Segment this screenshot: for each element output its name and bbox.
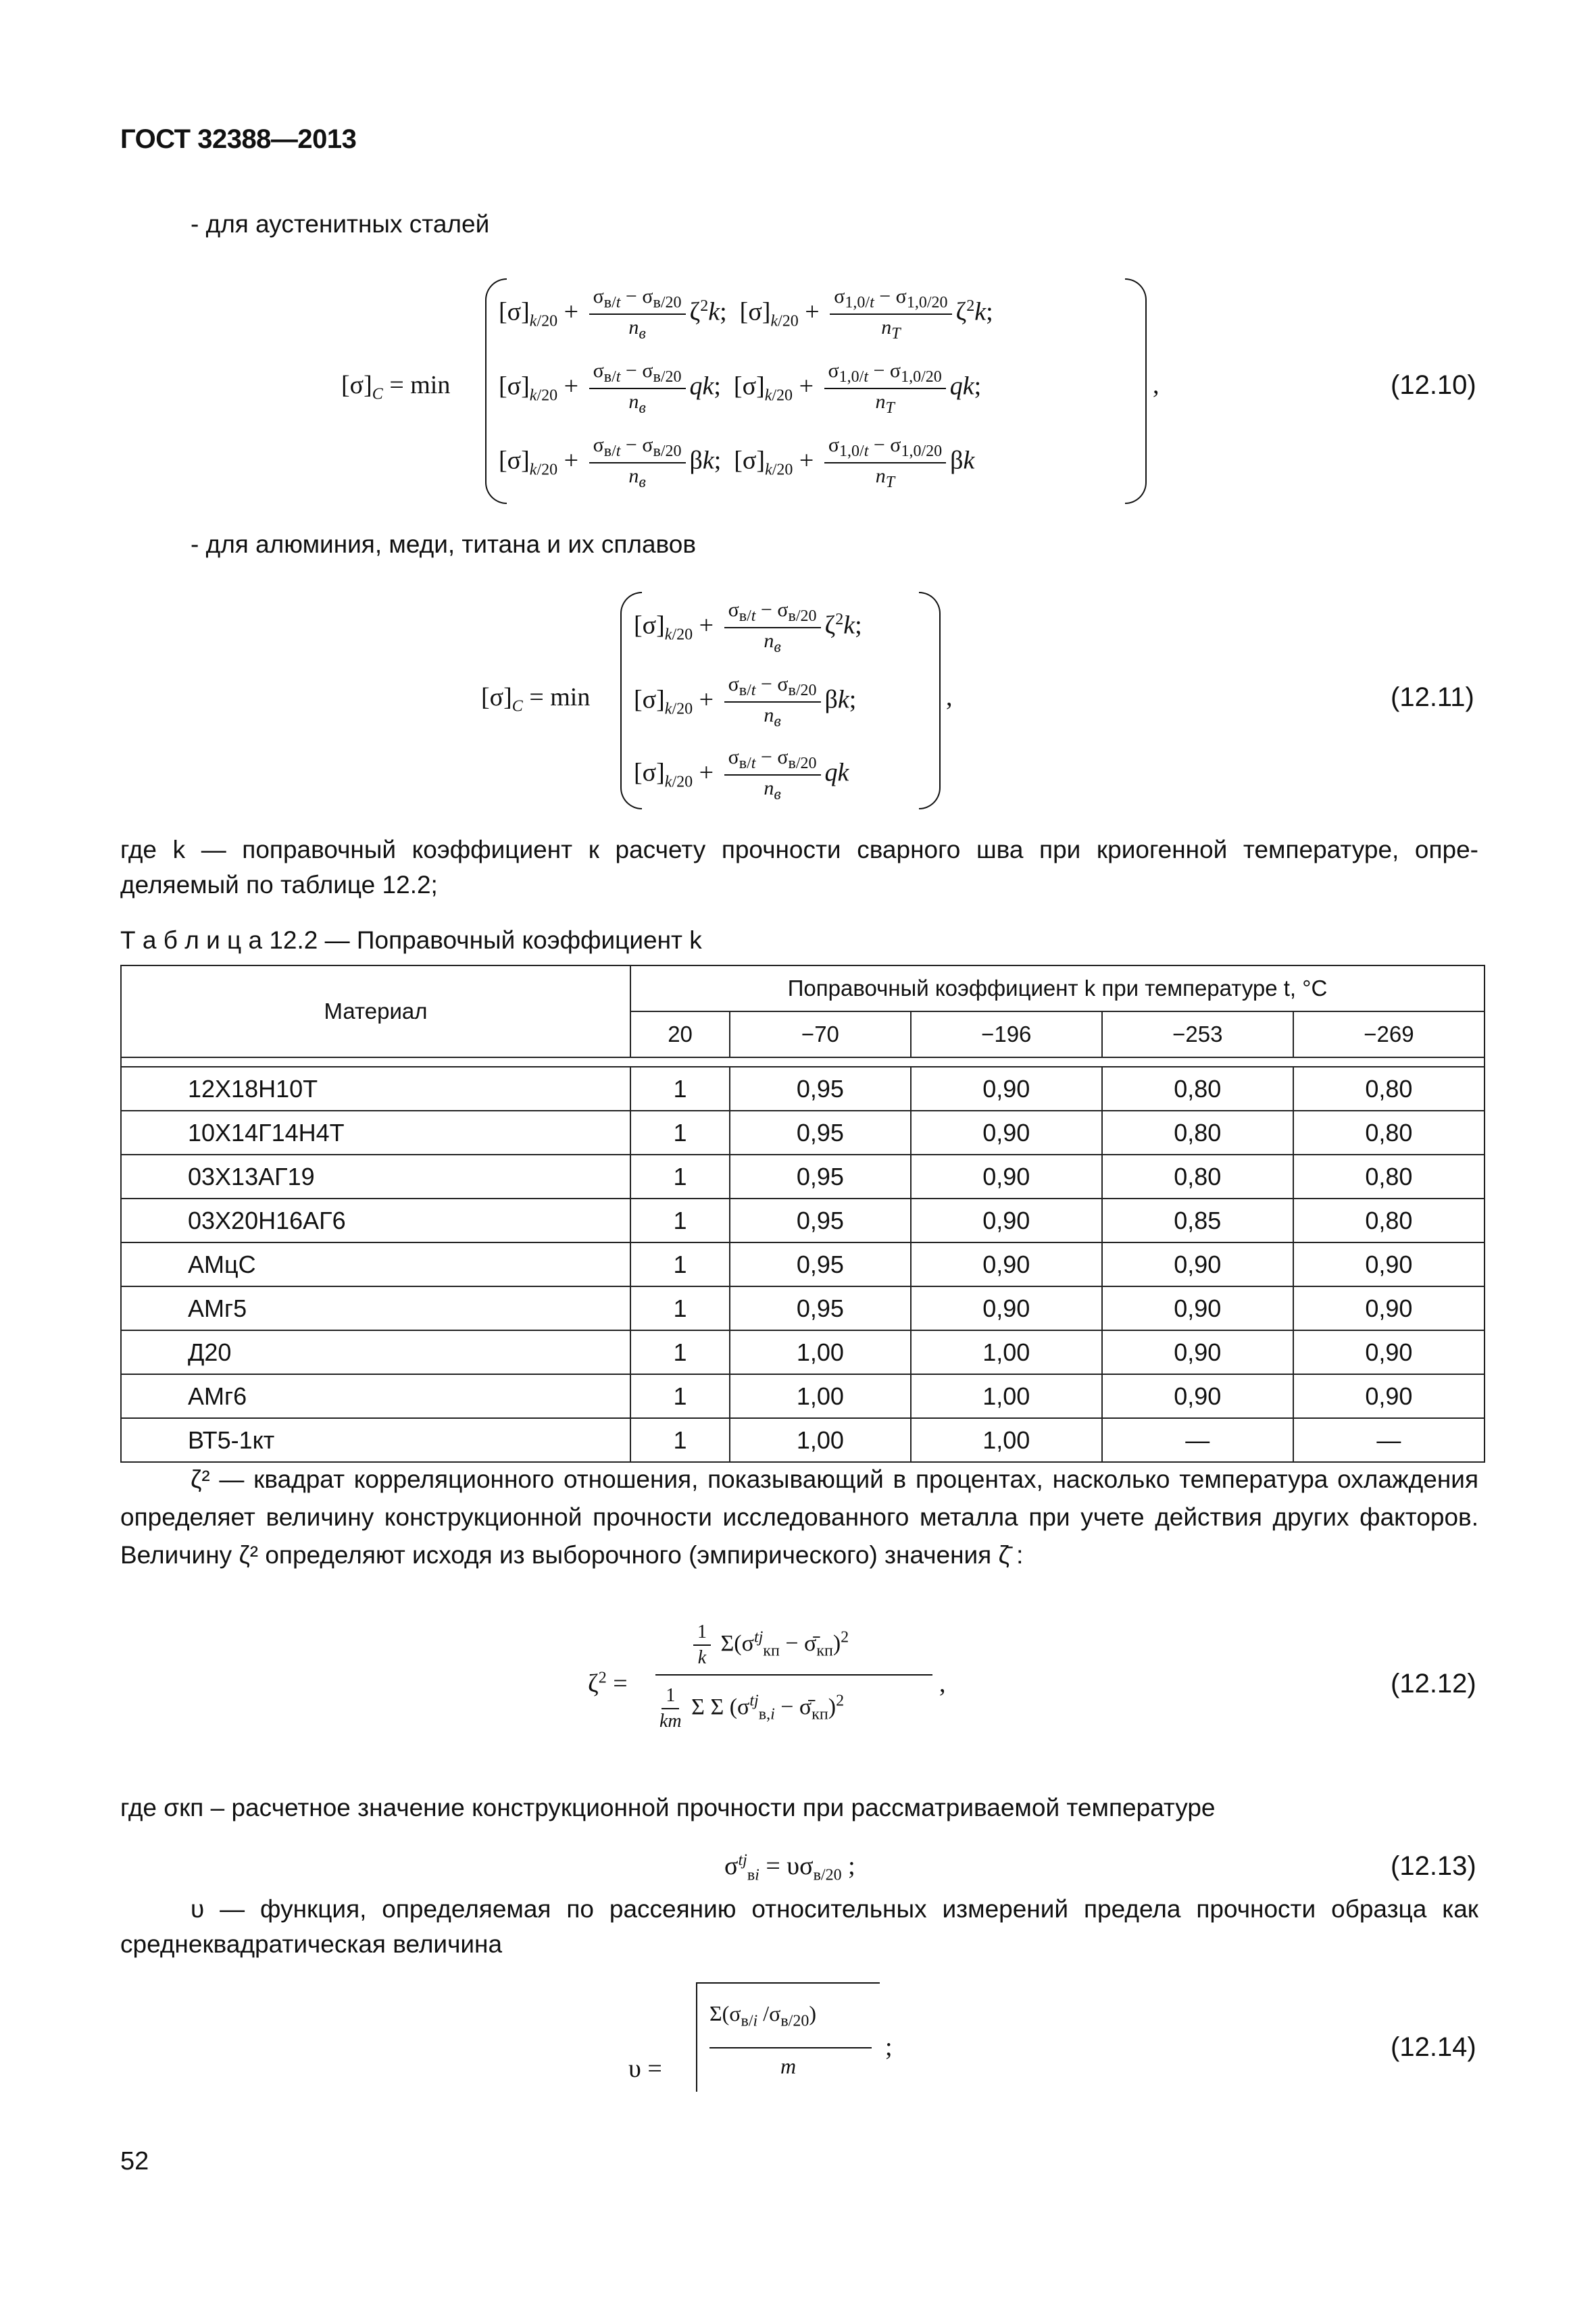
coefficient-cell: 1,00 <box>911 1418 1102 1462</box>
material-cell: 10Х14Г14Н4Т <box>121 1111 630 1155</box>
coefficient-cell: 0,80 <box>1293 1067 1485 1111</box>
table-row <box>121 1286 1485 1330</box>
upsilon-definition: υ — функция, определяемая по рассеянию относительных измерений предела прочности образца как среднеквадратическая величина <box>120 1895 1478 1958</box>
coefficient-cell: 0,95 <box>730 1155 911 1199</box>
header-temp: −70 <box>730 1011 911 1057</box>
coefficient-cell: 0,90 <box>1293 1286 1485 1330</box>
material-cell: АМг6 <box>121 1374 630 1418</box>
header-temp: −269 <box>1293 1011 1485 1057</box>
coefficient-cell: 0,95 <box>730 1199 911 1242</box>
k-definition: где k — поправочный коэффициент к расчету прочности сварного шва при криогенной температуре, опре-деляемый по таблице 12.2; <box>120 836 1478 899</box>
coefficient-cell: 0,95 <box>730 1286 911 1330</box>
coefficient-cell: 1,00 <box>730 1418 911 1462</box>
aluminium-intro: - для алюминия, меди, титана и их сплавов <box>191 530 697 558</box>
material-cell: АМг5 <box>121 1286 630 1330</box>
coefficient-cell: 1,00 <box>730 1374 911 1418</box>
coefficient-cell: 0,80 <box>1102 1155 1293 1199</box>
coefficient-cell: 0,90 <box>911 1286 1102 1330</box>
material-cell: 03Х13АГ19 <box>121 1155 630 1199</box>
coefficient-cell: 0,95 <box>730 1111 911 1155</box>
coefficient-cell: 0,80 <box>1293 1155 1485 1199</box>
coefficient-cell: 0,80 <box>1102 1067 1293 1111</box>
table-row <box>121 1067 1485 1111</box>
material-cell: Д20 <box>121 1330 630 1374</box>
table-row <box>121 1199 1485 1242</box>
equation-number: (12.11) <box>1391 682 1474 712</box>
coefficient-cell: 0,90 <box>1293 1330 1485 1374</box>
coefficient-cell: — <box>1293 1418 1485 1462</box>
page-number: 52 <box>120 2147 149 2175</box>
equation-number: (12.10) <box>1391 370 1476 400</box>
coefficient-cell: 1 <box>630 1067 730 1111</box>
document-code: ГОСТ 32388—2013 <box>120 124 357 154</box>
material-cell: 03Х20Н16АГ6 <box>121 1199 630 1242</box>
coefficient-cell: 0,90 <box>911 1067 1102 1111</box>
coefficient-cell: 1 <box>630 1199 730 1242</box>
coefficient-cell: 1 <box>630 1418 730 1462</box>
equation-number: (12.13) <box>1391 1851 1476 1881</box>
coefficient-cell: 0,90 <box>1293 1242 1485 1286</box>
coefficient-cell: 0,80 <box>1102 1111 1293 1155</box>
table-row <box>121 1374 1485 1418</box>
coefficient-cell: 0,90 <box>1102 1242 1293 1286</box>
coefficient-cell: 0,85 <box>1102 1199 1293 1242</box>
coefficient-cell: 0,90 <box>1293 1374 1485 1418</box>
table-caption: Т а б л и ц а 12.2 — Поправочный коэффициент k <box>120 926 702 954</box>
coefficient-cell: 0,80 <box>1293 1199 1485 1242</box>
material-cell: 12Х18Н10Т <box>121 1067 630 1111</box>
header-temp: −253 <box>1102 1011 1293 1057</box>
coefficient-cell: 0,90 <box>911 1111 1102 1155</box>
equation-number: (12.12) <box>1391 1669 1476 1699</box>
coefficient-cell: 0,90 <box>1102 1374 1293 1418</box>
zeta-definition: ζ² — квадрат корреляционного отношения, показывающий в процентах, насколько температура охлаждения определяет величину конструкционной прочности исследованного металла при учете действия других факторов. Величину ζ² определяют исходя из выборочного (эмпирического) значения ζ̄ : <box>120 1465 1478 1569</box>
coefficient-cell: 1,00 <box>730 1330 911 1374</box>
table-row <box>121 1111 1485 1155</box>
coefficient-cell: — <box>1102 1418 1293 1462</box>
coefficient-cell: 1 <box>630 1155 730 1199</box>
equation-number: (12.14) <box>1391 2032 1476 2062</box>
coefficient-cell: 1 <box>630 1330 730 1374</box>
coefficient-cell: 1 <box>630 1286 730 1330</box>
coefficient-cell: 0,90 <box>911 1199 1102 1242</box>
header-temp: 20 <box>630 1011 730 1057</box>
coefficient-cell: 0,90 <box>1102 1330 1293 1374</box>
coefficient-cell: 1,00 <box>911 1374 1102 1418</box>
sigma-definition: где σкп – расчетное значение конструкционной прочности при рассматриваемой температуре <box>120 1794 1216 1821</box>
material-cell: АМцС <box>121 1242 630 1286</box>
coefficient-cell: 0,90 <box>911 1155 1102 1199</box>
table-row <box>121 1242 1485 1286</box>
material-cell: ВТ5-1кт <box>121 1418 630 1462</box>
coefficient-cell: 0,95 <box>730 1067 911 1111</box>
coefficient-cell: 1 <box>630 1111 730 1155</box>
coefficient-cell: 1,00 <box>911 1330 1102 1374</box>
header-coefficient: Поправочный коэффициент k при температуре t, °С <box>630 965 1485 1011</box>
austenitic-intro: - для аустенитных сталей <box>191 210 490 238</box>
correction-coefficient-table <box>120 965 1485 1463</box>
coefficient-cell: 0,90 <box>911 1242 1102 1286</box>
header-temp: −196 <box>911 1011 1102 1057</box>
coefficient-cell: 1 <box>630 1242 730 1286</box>
coefficient-cell: 0,95 <box>730 1242 911 1286</box>
table-row <box>121 1155 1485 1199</box>
table-row <box>121 1330 1485 1374</box>
coefficient-cell: 1 <box>630 1374 730 1418</box>
coefficient-cell: 0,80 <box>1293 1111 1485 1155</box>
table-row <box>121 1418 1485 1462</box>
coefficient-cell: 0,90 <box>1102 1286 1293 1330</box>
header-material: Материал <box>121 965 630 1057</box>
